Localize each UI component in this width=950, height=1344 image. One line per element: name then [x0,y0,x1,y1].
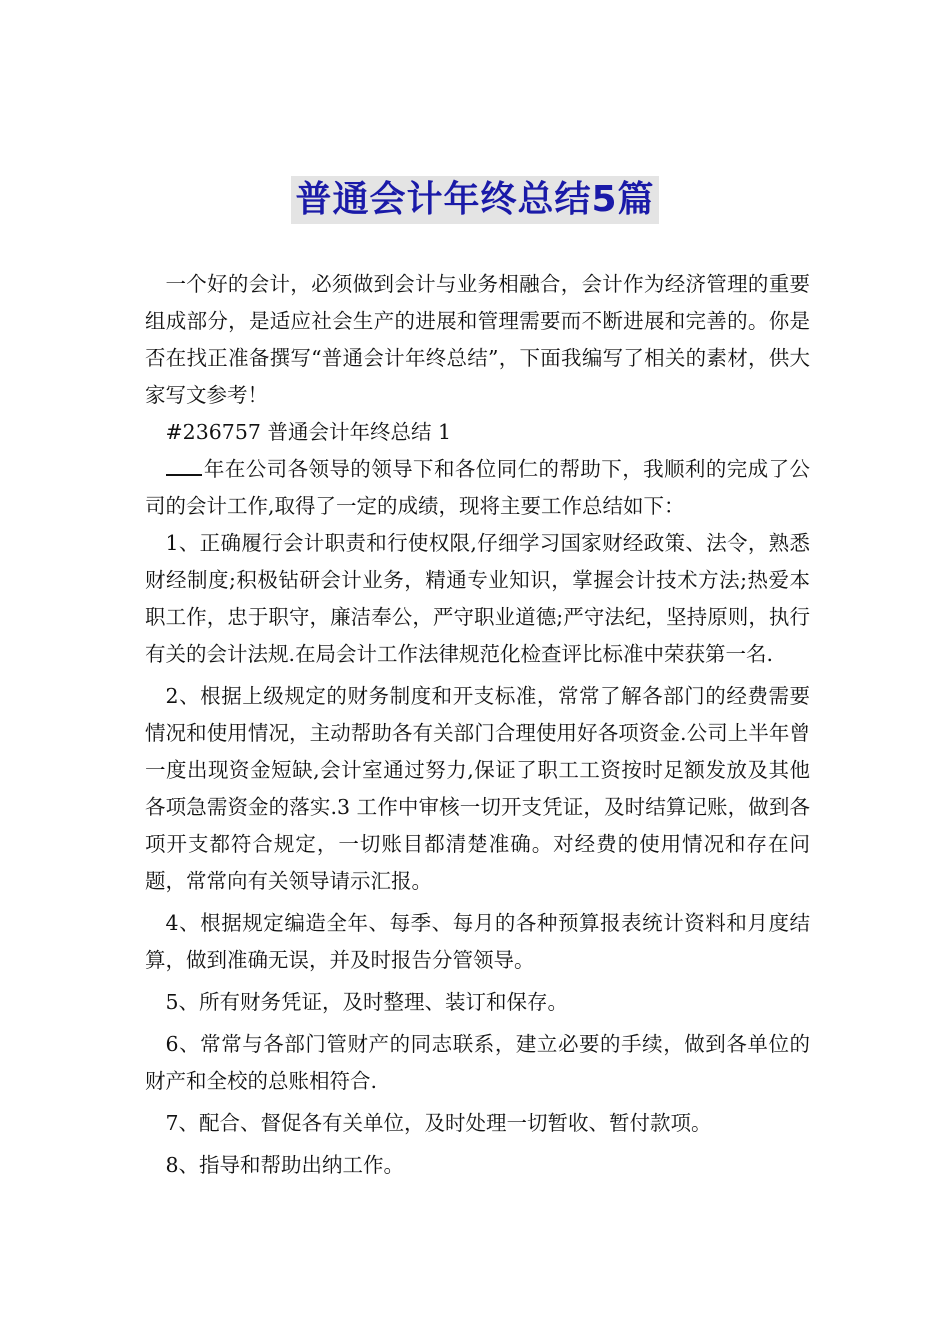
opening-paragraph [145,451,810,525]
opening-text: 年在公司各领导的领导下和各位同仁的帮助下，我顺利的完成了公司的会计工作,取得了一定的成绩，现将主要工作总结如下： [145,457,810,518]
list-item: 6、常常与各部门管财产的同志联系，建立必要的手续，做到各单位的财产和全校的总账相符合. [145,1032,810,1093]
intro-paragraph: 一个好的会计，必须做到会计与业务相融合，会计作为经济管理的重要组成部分，是适应社会生产的进展和管理需要而不断进展和完善的。你是否在找正准备撰写“普通会计年终总结”，下面我编写了相关的素材，供大家写文参考！ [145,272,810,407]
document-title: 普通会计年终总结5篇 [291,176,658,224]
list-item: 5、所有财务凭证，及时整理、装订和保存。 [165,990,569,1014]
title-container [0,176,950,224]
list-item: 1、正确履行会计职责和行使权限,仔细学习国家财经政策、法令，熟悉财经制度;积极钻研会计业务，精通专业知识，掌握会计技术方法;热爱本职工作，忠于职守，廉洁奉公，严守职业道德;严守法纪，坚持原则，执行有关的会计法规.在局会计工作法律规范化检查评比标准中荣获第一名. [145,531,810,666]
list-item: 8、指导和帮助出纳工作。 [165,1153,405,1177]
section-heading: #236757 普通会计年终总结 1 [165,420,452,444]
document-body [145,266,810,1184]
list-item: 2、根据上级规定的财务制度和开支标准，常常了解各部门的经费需要情况和使用情况，主动帮助各有关部门合理使用好各项资金.公司上半年曾一度出现资金短缺,会计室通过努力,保证了职工工资按时足额发放及其他各项急需资金的落实.3 工作中审核一切开支凭证，及时结算记账，做到各项开支都符合规定，一切账目都清楚准确。对经费的使用情况和存在问题，常常向有关领导请示汇报。 [145,684,810,893]
blank-underline [166,454,202,476]
list-item: 7、配合、督促各有关单位，及时处理一切暂收、暂付款项。 [165,1111,712,1135]
list-item: 4、根据规定编造全年、每季、每月的各种预算报表统计资料和月度结算，做到准确无误，并及时报告分管领导。 [145,911,810,972]
